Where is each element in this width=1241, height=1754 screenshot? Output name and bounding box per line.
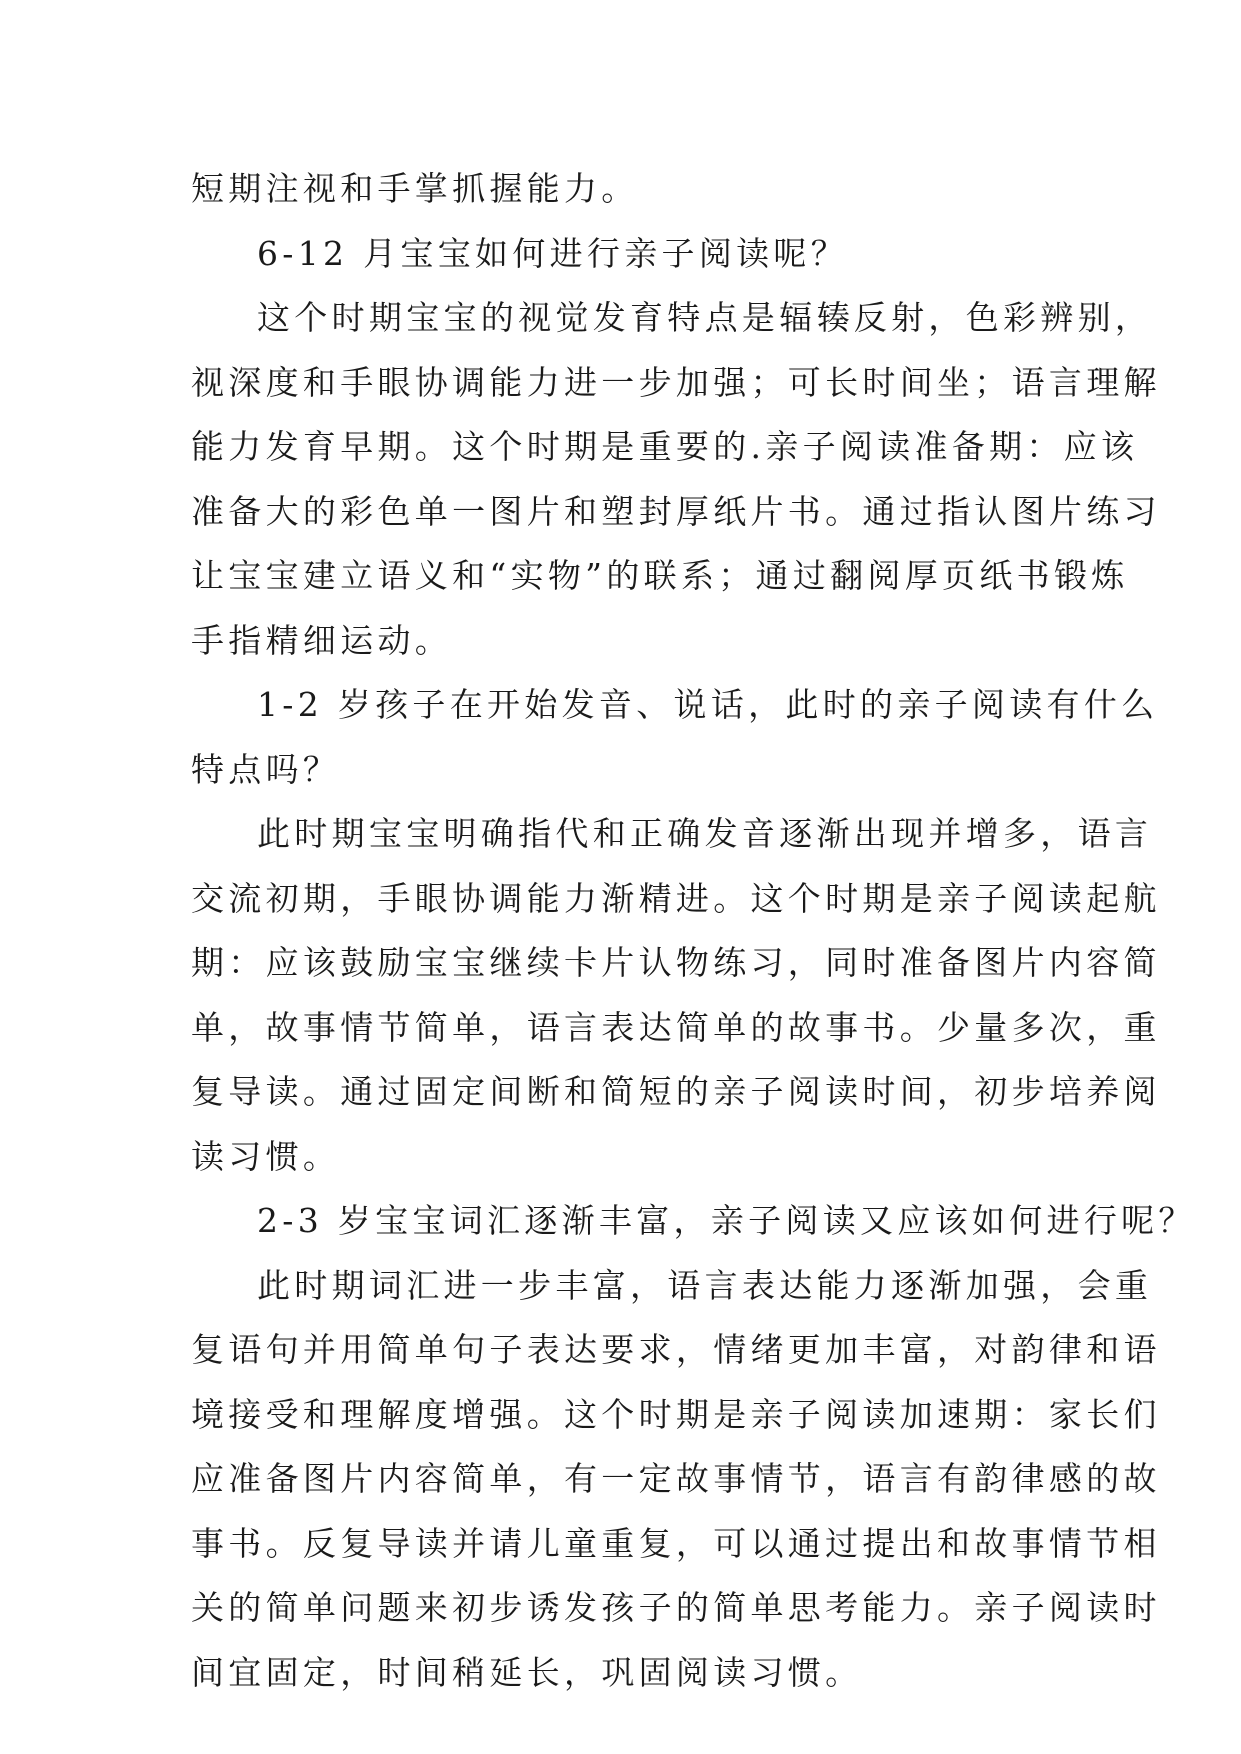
text-line: 间宜固定，时间稍延长，巩固阅读习惯。 bbox=[191, 1652, 863, 1692]
question-heading: 1-2 岁孩子在开始发音、说话，此时的亲子阅读有什么 bbox=[257, 685, 1159, 724]
text-line: 手指精细运动。 bbox=[191, 620, 453, 660]
text-line: 应准备图片内容简单，有一定故事情节，语言有韵律感的故 bbox=[191, 1459, 1161, 1498]
text-line: 短期注视和手掌抓握能力。 bbox=[191, 169, 639, 208]
text-line: 复语句并用简单句子表达要求，情绪更加丰富，对韵律和语 bbox=[191, 1330, 1161, 1369]
text-line: 准备大的彩色单一图片和塑封厚纸片书。通过指认图片练习 bbox=[191, 491, 1161, 531]
question-heading: 2-3 岁宝宝词汇逐渐丰富，亲子阅读又应该如何进行呢？ bbox=[257, 1201, 1196, 1240]
text-line: 单，故事情节简单，语言表达简单的故事书。少量多次，重 bbox=[191, 1007, 1161, 1047]
question-heading: 6-12 月宝宝如何进行亲子阅读呢？ bbox=[257, 233, 849, 273]
text-line: 期：应该鼓励宝宝继续卡片认物练习，同时准备图片内容简 bbox=[191, 943, 1161, 982]
text-line: 让宝宝建立语义和“实物”的联系；通过翻阅厚页纸书锻炼 bbox=[191, 556, 1129, 595]
text-line: 视深度和手眼协调能力进一步加强；可长时间坐；语言理解 bbox=[191, 362, 1161, 402]
text-line: 此时期词汇进一步丰富，语言表达能力逐渐加强，会重 bbox=[257, 1265, 1153, 1305]
text-line: 复导读。通过固定间断和简短的亲子阅读时间，初步培养阅 bbox=[191, 1072, 1161, 1111]
text-line: 这个时期宝宝的视觉发育特点是辐辏反射，色彩辨别， bbox=[257, 298, 1153, 337]
text-line: 事书。反复导读并请儿童重复，可以通过提出和故事情节相 bbox=[191, 1523, 1161, 1563]
question-heading: 特点吗？ bbox=[191, 749, 341, 789]
document-body bbox=[191, 157, 1196, 1705]
text-line: 交流初期，手眼协调能力渐精进。这个时期是亲子阅读起航 bbox=[191, 878, 1161, 918]
text-line: 境接受和理解度增强。这个时期是亲子阅读加速期：家长们 bbox=[191, 1394, 1161, 1434]
text-line: 此时期宝宝明确指代和正确发音逐渐出现并增多，语言 bbox=[257, 814, 1153, 853]
text-line: 能力发育早期。这个时期是重要的.亲子阅读准备期：应该 bbox=[191, 427, 1139, 466]
text-line: 读习惯。 bbox=[191, 1136, 341, 1176]
text-line: 关的简单问题来初步诱发孩子的简单思考能力。亲子阅读时 bbox=[191, 1588, 1161, 1627]
